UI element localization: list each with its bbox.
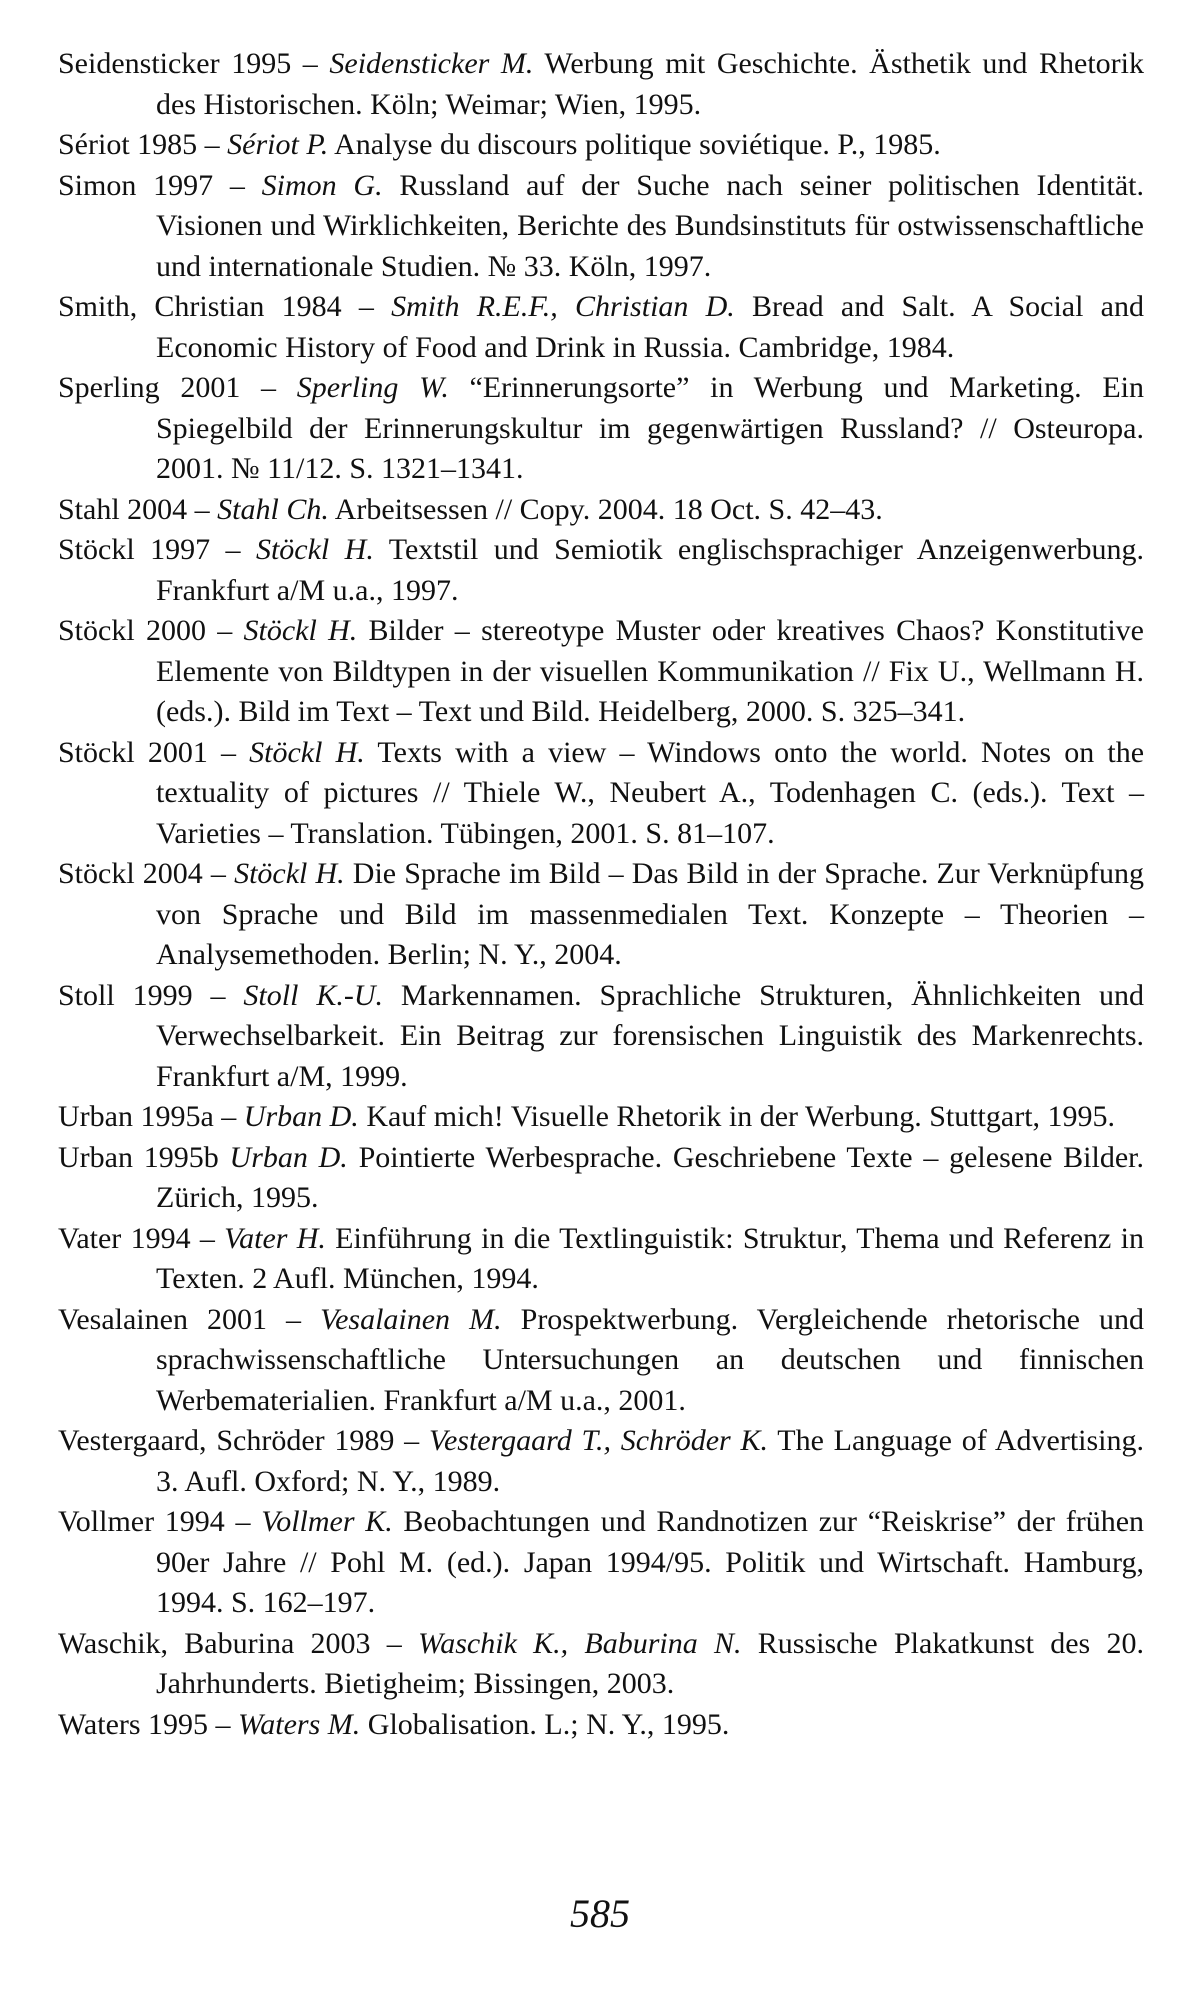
- bib-entry: [58, 976, 1144, 1098]
- bib-entry: [58, 490, 1144, 531]
- entry-text: “Erinnerungsorte” in Werbung und Marketing. Ein Spiegelbild der Erinnerungskultur im gegenwärtigen Russland? // Osteuropa. 2001. № 11/12. S. 1321–1341.: [156, 371, 1144, 485]
- entry-author: Urban D.: [243, 1100, 359, 1133]
- entry-text: Die Sprache im Bild – Das Bild in der Sprache. Zur Verknüpfung von Sprache und Bild im massenmedialen Text. Konzepte – Theorien – Analysemethoden. Berlin; N. Y., 2004.: [156, 857, 1145, 971]
- entry-key: Stahl 2004 –: [58, 492, 218, 526]
- bib-entry: [58, 1138, 1144, 1219]
- entry-author: Stöckl H.: [243, 614, 358, 647]
- bib-entry: [58, 44, 1144, 125]
- entry-key: Waters 1995 –: [58, 1707, 239, 1741]
- entry-author: Vater H.: [224, 1221, 326, 1255]
- entry-key: Simon 1997 –: [58, 168, 262, 202]
- entry-text: Beobachtungen und Randnotizen zur “Reiskrise” der frühen 90er Jahre // Pohl M. (ed.). Japan 1994/95. Politik und Wirtschaft. Hamburg, 1994. S. 162–197.: [156, 1505, 1145, 1619]
- bib-entry: [58, 166, 1144, 288]
- entry-author: Vesalainen M.: [320, 1302, 502, 1336]
- entry-text: Analyse du discours politique soviétique. P., 1985.: [328, 128, 941, 161]
- entry-author: Waschik K., Baburina N.: [418, 1626, 742, 1660]
- entry-key: Vestergaard, Schröder 1989 –: [58, 1424, 429, 1457]
- entry-key: Stöckl 1997 –: [58, 533, 256, 566]
- entry-author: Seidensticker M.: [329, 47, 534, 80]
- bib-entry: [58, 733, 1144, 855]
- entry-text: Prospektwerbung. Vergleichende rhetorische und sprachwissenschaftliche Untersuchungen an deutschen und finnischen Werbematerialien. Frankfurt a/M u.a., 2001.: [156, 1302, 1144, 1417]
- entry-author: Simon G.: [261, 168, 383, 202]
- entry-author: Waters M.: [238, 1707, 361, 1741]
- page-number: 585: [570, 1891, 630, 1936]
- entry-key: Seidensticker 1995 –: [58, 47, 330, 80]
- entry-text: Bilder – stereotype Muster oder kreatives Chaos? Konstitutive Elemente von Bildtypen in der visuellen Kommunikation // Fix U., Wellmann H. (eds.). Bild im Text – Text und Bild. Heidelberg, 2000. S. 325–341.: [156, 614, 1144, 728]
- entry-text: Globalisation. L.; N. Y., 1995.: [360, 1707, 730, 1741]
- entry-author: Stöckl H.: [234, 857, 345, 890]
- bibliography-list: [58, 44, 1144, 1745]
- bib-entry: [58, 1300, 1144, 1422]
- bib-entry: [58, 287, 1144, 368]
- entry-text: Texts with a view – Windows onto the world. Notes on the textuality of pictures // Thiele W., Neubert A., Todenhagen C. (eds.). Text – Varieties – Translation. Tübingen, 2001. S. 81–107.: [156, 735, 1145, 850]
- entry-author: Sériot P.: [227, 128, 329, 161]
- entry-text: Russische Plakatkunst des 20. Jahrhunderts. Bietigheim; Bissingen, 2003.: [156, 1626, 1144, 1700]
- entry-text: Textstil und Semiotik englischsprachiger Anzeigenwerbung. Frankfurt a/M u.a., 1997.: [156, 533, 1144, 607]
- bib-entry: [58, 1624, 1144, 1705]
- entry-key: Vater 1994 –: [58, 1221, 225, 1255]
- entry-text: Einführung in die Textlinguistik: Struktur, Thema und Referenz in Texten. 2 Aufl. München, 1994.: [156, 1221, 1144, 1295]
- entry-key: Stöckl 2004 –: [58, 857, 235, 890]
- entry-text: Bread and Salt. A Social and Economic History of Food and Drink in Russia. Cambridge, 1984.: [156, 290, 1144, 364]
- entry-author: Smith R.E.F., Christian D.: [391, 290, 735, 323]
- entry-text: Markennamen. Sprachliche Strukturen, Ähnlichkeiten und Verwechselbarkeit. Ein Beitrag zur forensischen Linguistik des Markenrechts. Frankfurt a/M, 1999.: [156, 978, 1144, 1093]
- bib-entry: [58, 1705, 1144, 1746]
- entry-key: Stöckl 2000 –: [58, 614, 244, 647]
- entry-key: Urban 1995a –: [58, 1100, 244, 1133]
- entry-key: Urban 1995b: [58, 1140, 230, 1174]
- bib-entry: [58, 1219, 1144, 1300]
- entry-key: Waschik, Baburina 2003 –: [58, 1626, 419, 1660]
- bib-entry: [58, 125, 1144, 166]
- entry-author: Urban D.: [229, 1140, 348, 1174]
- bib-entry: [58, 1502, 1144, 1624]
- entry-key: Vesalainen 2001 –: [58, 1302, 321, 1336]
- entry-text: Pointierte Werbesprache. Geschriebene Texte – gelesene Bilder. Zürich, 1995.: [156, 1140, 1144, 1214]
- bib-entry: [58, 530, 1144, 611]
- bib-entry: [58, 1097, 1144, 1138]
- entry-text: Russland auf der Suche nach seiner politischen Identität. Visionen und Wirklichkeiten, Berichte des Bundsinstituts für ostwissenschaftliche und internationale Studien. № 33. Köln, 1997.: [156, 168, 1145, 283]
- entry-key: Vollmer 1994 –: [58, 1505, 262, 1538]
- entry-author: Vollmer K.: [261, 1505, 393, 1538]
- entry-text: Arbeitsessen // Copy. 2004. 18 Oct. S. 42–43.: [328, 492, 883, 526]
- entry-author: Stöckl H.: [255, 533, 374, 566]
- entry-author: Stöckl H.: [249, 735, 365, 769]
- entry-key: Sériot 1985 –: [58, 128, 228, 161]
- bib-entry: [58, 611, 1144, 733]
- entry-key: Sperling 2001 –: [58, 371, 297, 404]
- entry-text: The Language of Advertising. 3. Aufl. Oxford; N. Y., 1989.: [156, 1424, 1145, 1498]
- entry-author: Stoll K.-U.: [243, 978, 383, 1012]
- entry-text: Kauf mich! Visuelle Rhetorik in der Werbung. Stuttgart, 1995.: [358, 1100, 1116, 1133]
- entry-text: Werbung mit Geschichte. Ästhetik und Rhetorik des Historischen. Köln; Weimar; Wien, 1995.: [156, 47, 1144, 121]
- entry-author: Vestergaard T., Schröder K.: [428, 1424, 769, 1457]
- bib-entry: [58, 1421, 1144, 1502]
- entry-key: Stoll 1999 –: [58, 978, 244, 1012]
- entry-author: Sperling W.: [296, 371, 449, 404]
- entry-key: Smith, Christian 1984 –: [58, 290, 392, 323]
- bib-entry: [58, 368, 1144, 490]
- bib-entry: [58, 854, 1144, 976]
- entry-author: Stahl Ch.: [217, 492, 329, 526]
- entry-key: Stöckl 2001 –: [58, 735, 250, 769]
